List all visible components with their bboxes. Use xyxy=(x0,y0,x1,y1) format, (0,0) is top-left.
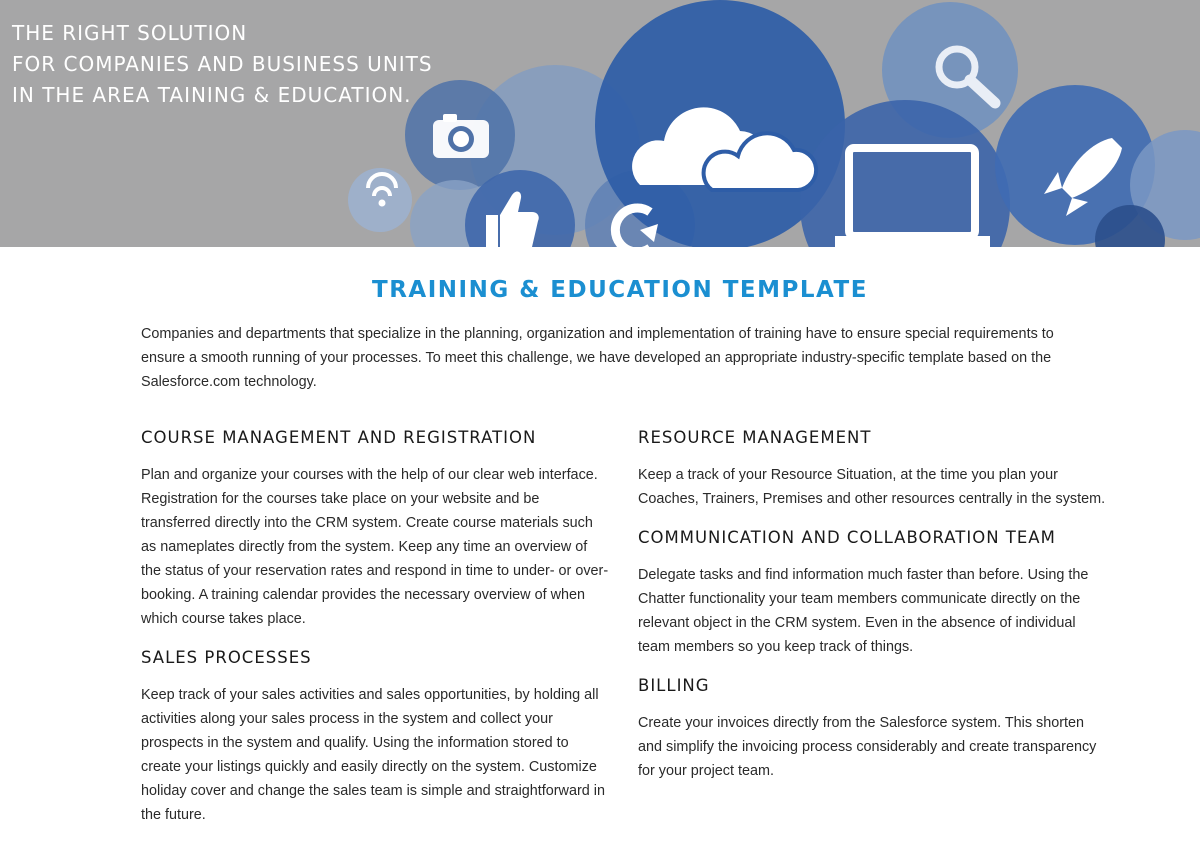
hero-line-2: FOR COMPANIES AND BUSINESS UNITS xyxy=(12,52,433,76)
section-body: Keep track of your sales activities and sales opportunities, by holding all activities along your sales process in the system and collect your prospects in the system and qualify. Using the information stored to create your listings quickly and easily directly on the system. Customize holiday cover and change the sales team is simple and straightforward in the future. xyxy=(141,687,605,823)
section-body: Delegate tasks and find information much faster than before. Using the Chatter functionality your team members communicate directly on the relevant object in the CRM system. Even in the absence of individual team members so you keep track of things. xyxy=(638,567,1089,655)
section-body: Create your invoices directly from the Salesforce system. This shorten and simplify the invoicing process considerably and create transparency for your project team. xyxy=(638,715,1097,779)
section-sales-processes xyxy=(141,645,611,827)
hero-headline xyxy=(12,18,433,111)
intro-paragraph: Companies and departments that specialize in the planning, organization and implementation of training have to ensure special requirements to ensure a smooth running of your processes. To meet this challenge, we have developed an appropriate industry-specific template based on the Salesforce.com technology. xyxy=(141,326,1054,390)
page-title: TRAINING & EDUCATION TEMPLATE xyxy=(372,277,868,303)
section-heading: COURSE MANAGEMENT AND REGISTRATION xyxy=(141,428,537,447)
section-heading: RESOURCE MANAGEMENT xyxy=(638,428,872,447)
section-heading: BILLING xyxy=(638,676,710,695)
hero-banner xyxy=(0,0,1200,247)
right-column xyxy=(638,425,1108,797)
section-body: Keep a track of your Resource Situation, at the time you plan your Coaches, Trainers, Premises and other resources centrally in the system. xyxy=(638,467,1106,507)
section-resource-management xyxy=(638,425,1108,511)
hero-line-1: THE RIGHT SOLUTION xyxy=(12,21,248,45)
section-course-management xyxy=(141,425,611,631)
section-communication xyxy=(638,525,1108,659)
left-column xyxy=(141,425,611,841)
section-billing xyxy=(638,673,1108,783)
section-heading: COMMUNICATION AND COLLABORATION TEAM xyxy=(638,528,1056,547)
section-body: Plan and organize your courses with the help of our clear web interface. Registration for the courses take place on your website and be transferred directly into the CRM system. Create course materials such as nameplates directly from the system. Keep any time an overview of the status of your reservation rates and respond in time to under- or over-booking. A training calendar provides the necessary overview of when which course takes place. xyxy=(141,467,609,627)
hero-line-3: IN THE AREA TAINING & EDUCATION. xyxy=(12,83,412,107)
camera-icon xyxy=(433,114,489,158)
section-heading: SALES PROCESSES xyxy=(141,648,312,667)
